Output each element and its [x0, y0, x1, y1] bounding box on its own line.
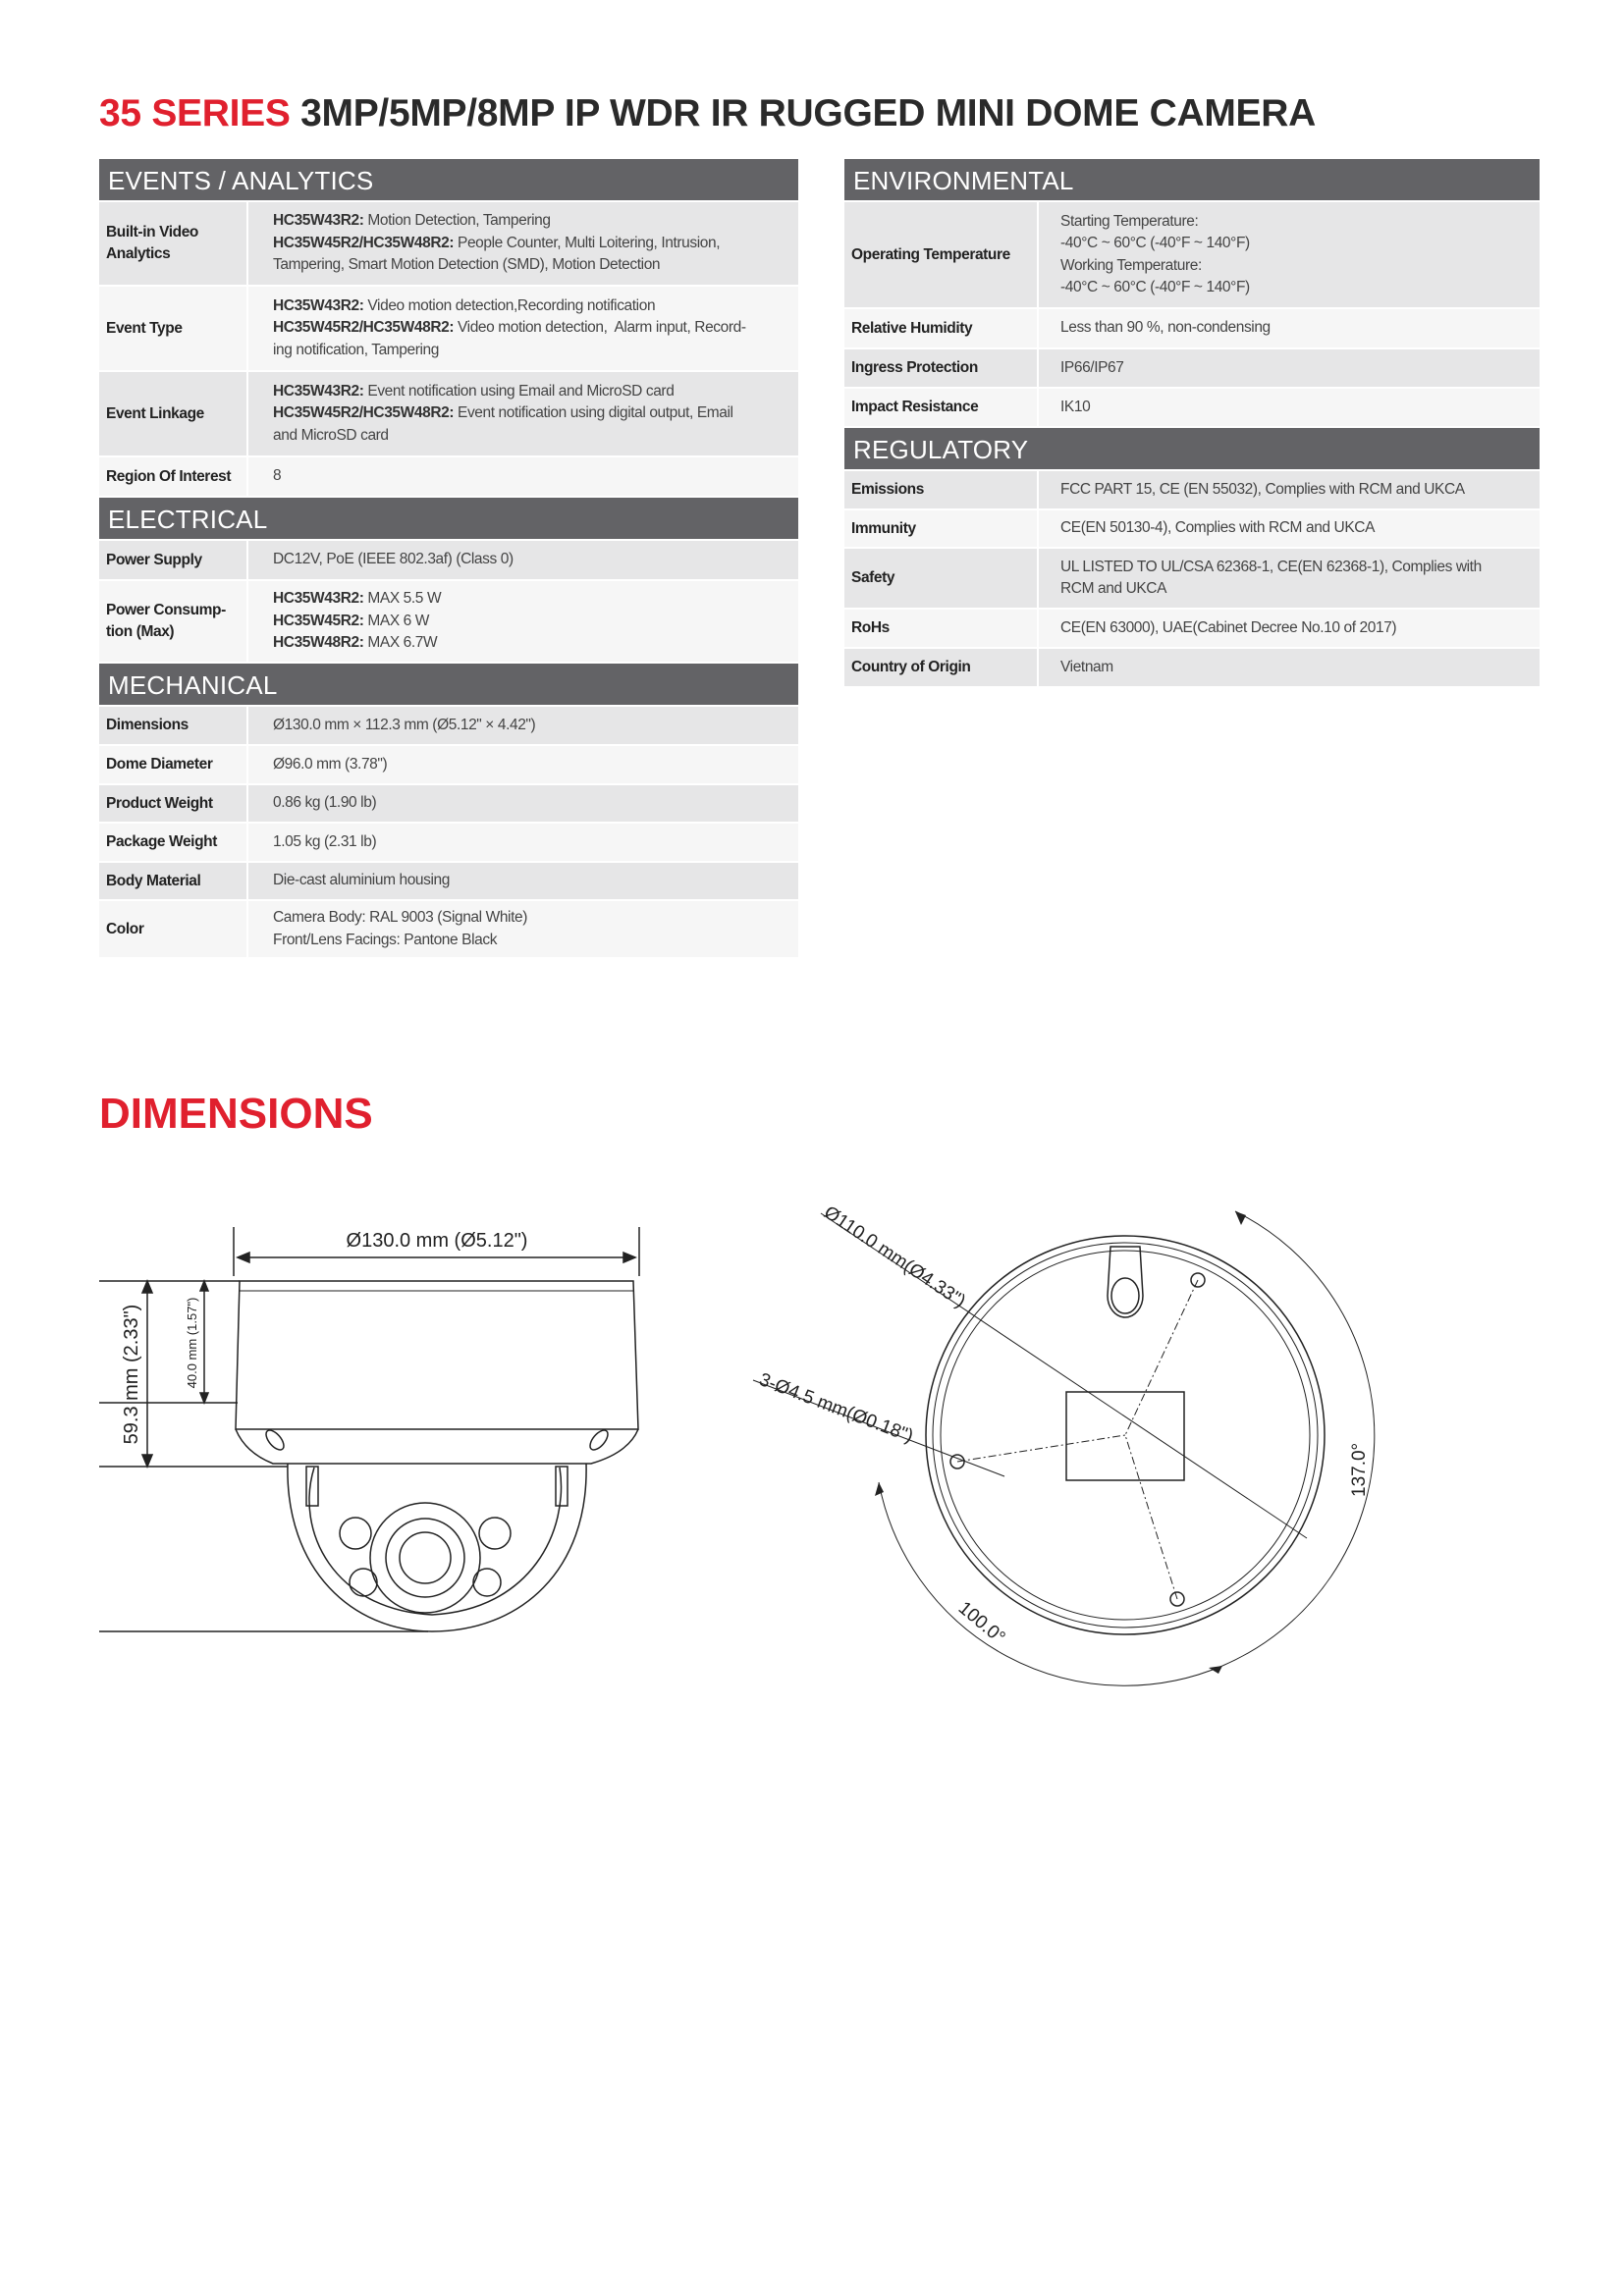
- angle-137-label: 137.0°: [1349, 1442, 1370, 1497]
- section-heading: REGULATORY: [844, 428, 1540, 469]
- spec-label: Event Type: [99, 287, 246, 370]
- value-text: MAX 5.5 W: [363, 590, 442, 608]
- value-text: IK10: [1060, 398, 1091, 415]
- spec-label: Region Of Interest: [99, 457, 246, 496]
- value-text: Video motion detection,Recording notification: [363, 296, 656, 314]
- value-text: MAX 6.7W: [363, 634, 438, 652]
- value-text: Less than 90 %, non-condensing: [1060, 319, 1271, 337]
- spec-label: Built-in Video Analytics: [99, 202, 246, 285]
- spec-label: Operating Temperature: [844, 202, 1037, 307]
- value-text: 1.05 kg (2.31 lb): [273, 832, 377, 850]
- spec-label: Safety: [844, 549, 1037, 608]
- spec-label: RoHs: [844, 610, 1037, 647]
- section-heading: MECHANICAL: [99, 664, 798, 705]
- model-name: HC35W43R2:: [273, 212, 364, 230]
- model-name: HC35W43R2:: [273, 382, 364, 400]
- spec-label: Ingress Protection: [844, 349, 1037, 387]
- value-text: MAX 6 W: [363, 612, 430, 629]
- value-text: FCC PART 15, CE (EN 55032), Complies with RCM and UKCA: [1060, 480, 1465, 498]
- value-text: IP66/IP67: [1060, 358, 1124, 376]
- value-text: Tampering, Smart Motion Detection (SMD), Motion Detection: [273, 256, 661, 274]
- spec-label: Emissions: [844, 471, 1037, 508]
- product-name: 3MP/5MP/8MP IP WDR IR RUGGED MINI DOME CAMERA: [300, 92, 1316, 134]
- side-view-drawing: [99, 1227, 639, 1631]
- value-text: Vietnam: [1060, 658, 1113, 675]
- value-text: Event notification using Email and MicroSD card: [363, 382, 675, 400]
- model-name: HC35W45R2/HC35W48R2:: [273, 404, 455, 422]
- spec-label: Dimensions: [99, 707, 246, 744]
- value-text: UL LISTED TO UL/CSA 62368-1, CE(EN 62368-1), Complies with: [1060, 558, 1482, 575]
- bottom-view-drawing: [753, 1202, 1375, 1685]
- spec-label: Relative Humidity: [844, 309, 1037, 347]
- section-heading: ELECTRICAL: [99, 498, 798, 539]
- spec-label: Color: [99, 901, 246, 957]
- value-text: Die-cast aluminium housing: [273, 872, 450, 889]
- spec-label: Event Linkage: [99, 372, 246, 455]
- model-name: HC35W45R2/HC35W48R2:: [273, 319, 455, 337]
- value-text: -40°C ~ 60°C (-40°F ~ 140°F): [1060, 235, 1250, 251]
- value-text: Event notification using digital output, Email: [454, 404, 733, 422]
- spec-label: Package Weight: [99, 824, 246, 861]
- value-text: RCM and UKCA: [1060, 580, 1167, 597]
- spec-label: Body Material: [99, 863, 246, 899]
- model-name: HC35W45R2:: [273, 612, 364, 629]
- housing-height-label: 40.0 mm (1.57"): [185, 1297, 199, 1389]
- value-text: 8: [273, 467, 282, 485]
- model-name: HC35W48R2:: [273, 634, 364, 652]
- width-dimension-label: Ø130.0 mm (Ø5.12"): [346, 1230, 528, 1252]
- model-name: HC35W45R2/HC35W48R2:: [273, 234, 455, 251]
- spec-label: Impact Resistance: [844, 389, 1037, 426]
- spec-label: Immunity: [844, 510, 1037, 547]
- value-text: CE(EN 63000), UAE(Cabinet Decree No.10 of 2017): [1060, 618, 1397, 636]
- value-text: -40°C ~ 60°C (-40°F ~ 140°F): [1060, 279, 1250, 295]
- mount-diameter-label: Ø110.0 mm(Ø4.33"): [820, 1201, 970, 1312]
- spec-label: Country of Origin: [844, 649, 1037, 686]
- value-text: Ø130.0 mm × 112.3 mm (Ø5.12" × 4.42"): [273, 716, 536, 733]
- angle-100-label: 100.0°: [953, 1597, 1009, 1649]
- value-text: Video motion detection, Alarm input, Record-: [454, 319, 746, 337]
- hole-size-label: 3-Ø4.5 mm(Ø0.18"): [756, 1369, 916, 1448]
- value-text: Front/Lens Facings: Pantone Black: [273, 931, 498, 948]
- value-text: DC12V, PoE (IEEE 802.3af) (Class 0): [273, 551, 514, 568]
- value-text: and MicroSD card: [273, 426, 389, 444]
- value-text: Working Temperature:: [1060, 256, 1202, 274]
- spec-label: Product Weight: [99, 785, 246, 822]
- series-name: 35 SERIES: [99, 92, 291, 134]
- value-text: CE(EN 50130-4), Complies with RCM and UKCA: [1060, 519, 1376, 537]
- value-text: People Counter, Multi Loitering, Intrusion,: [454, 234, 721, 251]
- value-text: Motion Detection, Tampering: [363, 212, 551, 230]
- value-text: Ø96.0 mm (3.78"): [273, 755, 388, 773]
- model-name: HC35W43R2:: [273, 590, 364, 608]
- total-height-label: 59.3 mm (2.33"): [121, 1304, 142, 1445]
- spec-label: Dome Diameter: [99, 746, 246, 783]
- value-text: Starting Temperature:: [1060, 212, 1199, 230]
- spec-label: Power Supply: [99, 541, 246, 579]
- value-text: ing notification, Tampering: [273, 341, 439, 358]
- value-text: 0.86 kg (1.90 lb): [273, 794, 377, 812]
- spec-label: Power Consump-tion (Max): [99, 581, 246, 662]
- value-text: Camera Body: RAL 9003 (Signal White): [273, 909, 527, 926]
- dimensions-heading: DIMENSIONS: [99, 1090, 373, 1138]
- section-heading: ENVIRONMENTAL: [844, 159, 1540, 200]
- section-heading: EVENTS / ANALYTICS: [99, 159, 798, 200]
- model-name: HC35W43R2:: [273, 296, 364, 314]
